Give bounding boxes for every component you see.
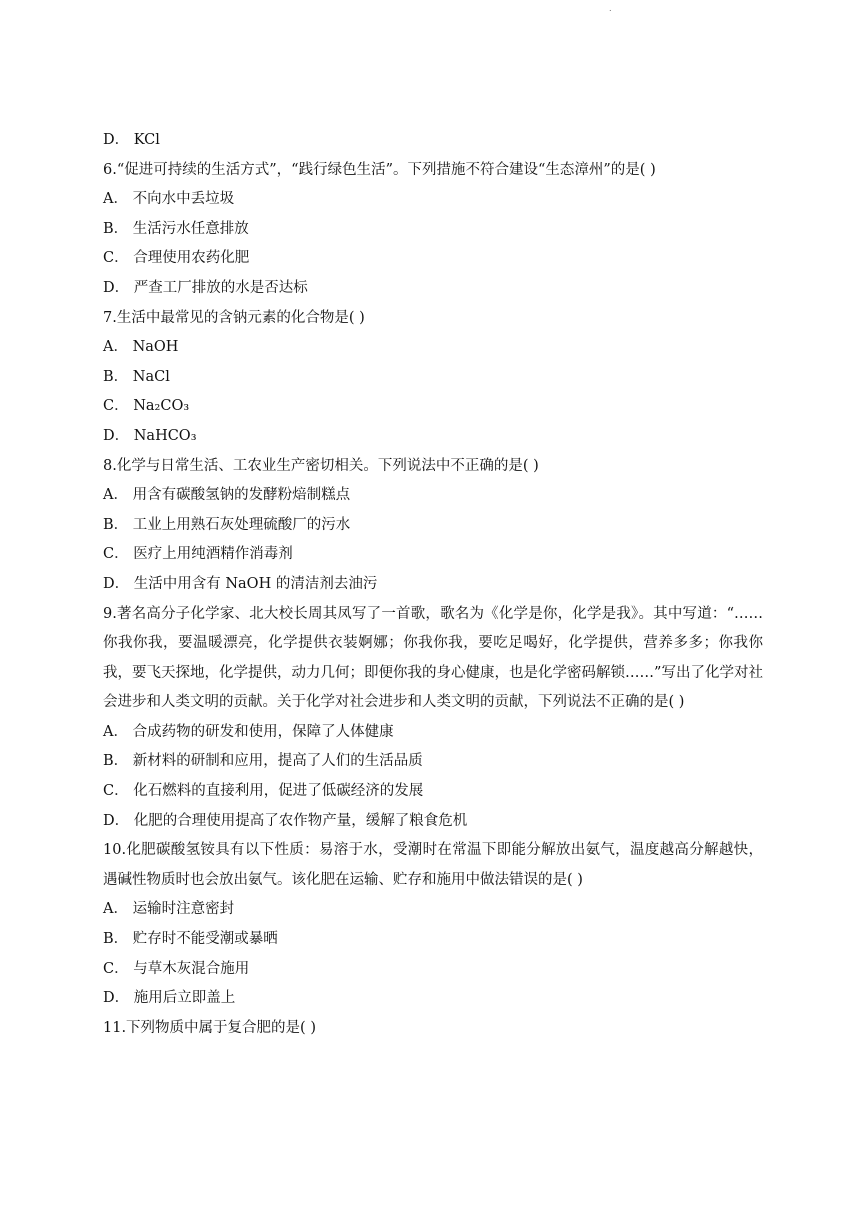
q7-option-d: D． NaHCO₃	[103, 427, 197, 444]
q10-option-c: C． 与草木灰混合施用	[103, 960, 250, 977]
q8-option-c: C． 医疗上用纯酒精作消毒剂	[103, 546, 293, 563]
q10-option-b: B． 贮存时不能受潮或暴晒	[103, 931, 278, 948]
q5-option-d: D． KCl	[103, 132, 160, 148]
q8-option-b: B． 工业上用熟石灰处理硫酸厂的污水	[103, 516, 351, 533]
q8-option-d: D． 生活中用含有 NaOH 的清洁剂去油污	[103, 575, 378, 592]
q8-stem: 8.化学与日常生活、工农业生产密切相关。下列说法中不正确的是( )	[103, 457, 539, 474]
q11-stem: 11.下列物质中属于复合肥的是( )	[103, 1019, 316, 1036]
q7-option-c: C． Na₂CO₃	[103, 398, 190, 415]
q7-option-a: A． NaOH	[103, 339, 179, 356]
q7-stem: 7.生活中最常见的含钠元素的化合物是( )	[103, 309, 365, 326]
q6-stem: 6.“促进可持续的生活方式”，“践行绿色生活”。下列措施不符合建设“生态漳州”的是( )	[103, 161, 656, 178]
page-mark: .	[609, 4, 612, 13]
q6-option-b: B． 生活污水任意排放	[103, 220, 249, 237]
q10-stem: 10.化肥碳酸氢铵具有以下性质：易溶于水，受潮时在常温下即能分解放出氨气，温度越高分解越快，遇碱性物质时也会放出氨气。该化肥在运输、贮存和施用中做法错误的是( )	[103, 842, 763, 888]
q7-option-b: B． NaCl	[103, 368, 170, 385]
q10-option-a: A． 运输时注意密封	[103, 901, 235, 918]
q6-option-c: C． 合理使用农药化肥	[103, 250, 250, 267]
q6-option-d: D． 严查工厂排放的水是否达标	[103, 279, 308, 296]
q9-option-b: B． 新材料的研制和应用，提高了人们的生活品质	[103, 753, 423, 770]
q9-option-d: D． 化肥的合理使用提高了农作物产量，缓解了粮食危机	[103, 812, 468, 829]
q9-stem: 9.著名高分子化学家、北大校长周其凤写了一首歌，歌名为《化学是你，化学是我》。其中写道：“……你我你我，要温暖漂亮，化学提供衣装婀娜；你我你我，要吃足喝好，化学提供，营养多多；你我你我，要飞天探地，化学提供，动力几何；即便你我的身心健康，也是化学密码解锁……”写出了化学对社会进步和人类文明的贡献。关于化学对社会进步和人类文明的贡献，下列说法不正确的是( )	[103, 605, 763, 711]
q9-option-c: C． 化石燃料的直接利用，促进了低碳经济的发展	[103, 783, 424, 800]
q9-option-a: A． 合成药物的研发和使用，保障了人体健康	[103, 723, 394, 740]
q10-option-d: D． 施用后立即盖上	[103, 990, 236, 1007]
document-body	[103, 126, 763, 1043]
q8-option-a: A． 用含有碳酸氢钠的发酵粉焙制糕点	[103, 487, 351, 504]
q6-option-a: A． 不向水中丢垃圾	[103, 191, 235, 208]
